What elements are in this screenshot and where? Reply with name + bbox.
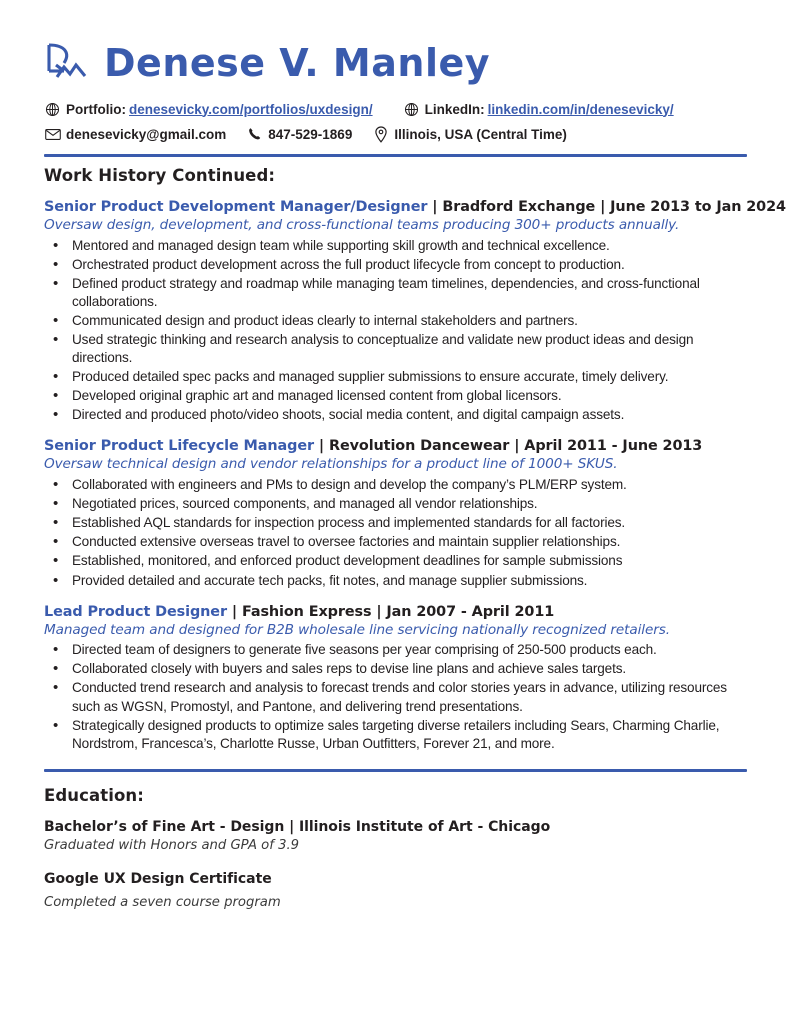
education-note: Completed a seven course program xyxy=(44,894,281,910)
contact-email[interactable] xyxy=(44,126,226,143)
contact-phone[interactable] xyxy=(246,126,352,143)
email-text: denesevicky@gmail.com xyxy=(66,126,227,142)
job-company: Revolution Dancewear xyxy=(329,438,510,455)
job-entry xyxy=(44,198,786,424)
list-item: • Defined product strategy and roadmap while managing team timelines, dependencies, and cross-functional collaborations. xyxy=(44,275,747,311)
portfolio-label: Portfolio: xyxy=(66,101,126,117)
education-entry xyxy=(44,871,747,910)
list-item: • Established AQL standards for inspection process and implemented standards for all factories. xyxy=(44,514,747,532)
job-summary: Oversaw technical design and vendor relationships for a product line of 1000+ SKUS. xyxy=(44,456,618,473)
job-entry xyxy=(44,437,747,589)
list-item: • Provided detailed and accurate tech packs, fit notes, and manage supplier submissions. xyxy=(44,572,747,590)
work-history-heading: Work History Continued: xyxy=(44,166,276,185)
job-company: Fashion Express xyxy=(241,603,372,620)
header-divider xyxy=(44,154,747,157)
job-bullet-list xyxy=(44,476,747,589)
list-item: • Orchestrated product development across the full product lifecycle from concept to production. xyxy=(44,256,747,274)
education-degree: Bachelor’s of Fine Art - Design | Illinois Institute of Art - Chicago xyxy=(44,818,551,835)
job-company: Bradford Exchange xyxy=(442,199,596,215)
job-separator: | xyxy=(314,438,329,455)
list-item: • Conducted trend research and analysis to forecast trends and color stories years in advance, utilizing resources such as WGSN, Promostyl, and Pantone, and delivering trend presentations. xyxy=(44,679,747,715)
location-text: Illinois, USA (Central Time) xyxy=(394,126,567,142)
job-dates: June 2013 to Jan 2024 xyxy=(610,199,786,215)
job-separator: | xyxy=(509,438,525,455)
envelope-icon xyxy=(44,126,61,143)
list-item: • Communicated design and product ideas clearly to internal stakeholders and partners. xyxy=(44,312,747,330)
linkedin-label: LinkedIn: xyxy=(424,101,485,117)
job-bullet-list xyxy=(44,641,747,752)
list-item: • Developed original graphic art and managed licensed content from global licensors. xyxy=(44,387,747,405)
page-title: Denese V. Manley xyxy=(104,41,491,85)
job-role: Senior Product Development Manager/Designer xyxy=(44,199,428,215)
dm-monogram-icon xyxy=(44,41,90,85)
list-item: • Directed and produced photo/video shoots, social media content, and digital campaign assets. xyxy=(44,406,747,424)
job-separator: | xyxy=(427,199,443,215)
job-summary: Oversaw design, development, and cross-functional teams producing 300+ products annually. xyxy=(44,217,680,233)
contact-portfolio[interactable] xyxy=(44,101,373,118)
job-dates: April 2011 - June 2013 xyxy=(524,438,703,455)
phone-text: 847-529-1869 xyxy=(268,126,353,142)
list-item: • Negotiated prices, sourced components, and managed all vendor relationships. xyxy=(44,495,747,513)
list-item: • Collaborated with engineers and PMs to design and develop the company’s PLM/ERP system. xyxy=(44,476,747,494)
job-entry xyxy=(44,603,747,753)
contact-row-links xyxy=(44,98,747,120)
job-role: Senior Product Lifecycle Manager xyxy=(44,438,315,455)
education-divider xyxy=(44,769,747,772)
education-note: Graduated with Honors and GPA of 3.9 xyxy=(44,837,300,853)
list-item: • Directed team of designers to generate five seasons per year comprising of 250-500 products each. xyxy=(44,641,747,659)
list-item: • Established, monitored, and enforced product development deadlines for sample submissions xyxy=(44,552,747,570)
list-item: • Used strategic thinking and research analysis to conceptualize and validate new product ideas and design directions. xyxy=(44,331,747,367)
job-dates: Jan 2007 - April 2011 xyxy=(386,603,555,620)
job-title-line xyxy=(44,437,747,455)
portfolio-link[interactable]: denesevicky.com/portfolios/uxdesign/ xyxy=(129,101,373,117)
contact-linkedin[interactable] xyxy=(403,101,674,118)
globe-icon xyxy=(403,101,420,118)
contact-block xyxy=(44,98,747,145)
globe-icon xyxy=(44,101,61,118)
job-separator: | xyxy=(226,603,242,620)
map-pin-icon xyxy=(372,126,389,143)
name-row xyxy=(44,34,747,92)
job-title-line xyxy=(44,603,747,621)
education-section xyxy=(44,786,747,910)
linkedin-link[interactable]: linkedin.com/in/denesevicky/ xyxy=(487,101,674,117)
education-heading: Education: xyxy=(44,785,144,805)
job-role: Lead Product Designer xyxy=(44,603,227,620)
list-item: • Conducted extensive overseas travel to oversee factories and maintain supplier relationships. xyxy=(44,533,747,551)
work-history-section xyxy=(44,166,786,753)
job-separator: | xyxy=(371,603,387,620)
phone-icon xyxy=(246,126,263,143)
job-bullet-list xyxy=(44,237,747,425)
job-separator: | xyxy=(595,199,611,215)
list-item: • Strategically designed products to optimize sales targeting diverse retailers including Sears, Charming Charlie, Nordstrom, Francesca’s, Charlotte Russe, Urban Outfitters, Forever 21, and more. xyxy=(44,717,747,753)
resume-header xyxy=(44,0,747,157)
contact-location xyxy=(372,126,567,143)
education-entry xyxy=(44,819,747,853)
list-item: • Produced detailed spec packs and managed supplier submissions to ensure accurate, timely delivery. xyxy=(44,368,747,386)
job-summary: Managed team and designed for B2B wholesale line servicing nationally recognized retailers. xyxy=(44,621,670,638)
list-item: • Mentored and managed design team while supporting skill growth and technical excellence. xyxy=(44,237,747,255)
contact-row-details xyxy=(44,123,747,145)
list-item: • Collaborated closely with buyers and sales reps to devise line plans and achieve sales targets. xyxy=(44,660,747,678)
education-degree: Google UX Design Certificate xyxy=(44,870,272,887)
job-title-line xyxy=(44,198,786,216)
